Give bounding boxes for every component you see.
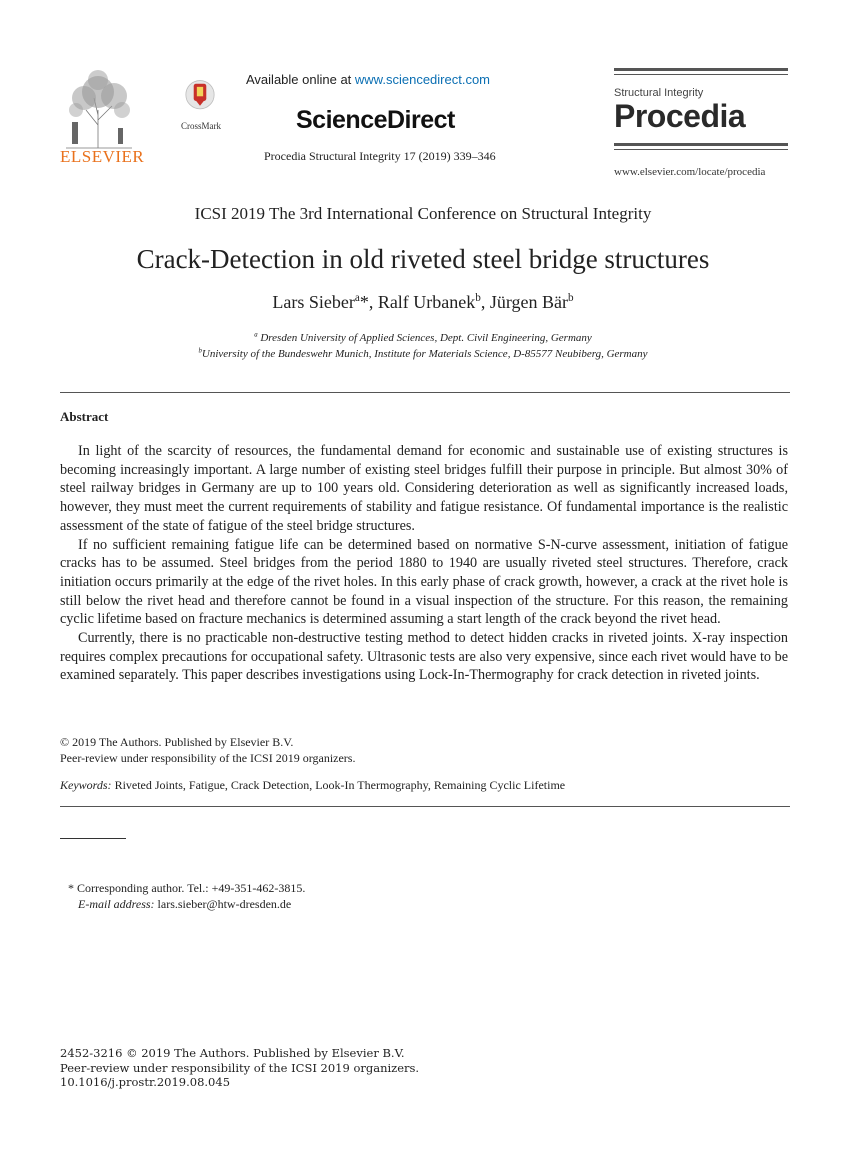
available-prefix: Available online at bbox=[246, 72, 355, 87]
procedia-title: Procedia bbox=[614, 98, 746, 134]
issn-block bbox=[60, 1046, 419, 1090]
affiliation-text: University of the Bundeswehr Munich, Institute for Materials Science, D-85577 Neubiberg, Germany bbox=[201, 348, 648, 360]
author-name: Jürgen Bär bbox=[489, 292, 569, 312]
keywords bbox=[60, 778, 565, 793]
copyright-line: © 2019 The Authors. Published by Elsevier B.V. bbox=[60, 735, 294, 749]
corresponding-author-line: * Corresponding author. Tel.: +49-351-462-3815. bbox=[68, 881, 306, 895]
peer-review-line: Peer-review under responsibility of the ICSI 2019 organizers. bbox=[60, 751, 356, 765]
footnote bbox=[68, 880, 305, 912]
crossmark-icon[interactable] bbox=[172, 79, 228, 123]
abstract-paragraph: In light of the scarcity of resources, the fundamental demand for economic and sustainable use of existing structures is becoming increasingly important. A large number of existing steel bridges fulfill their purpose in principle. But almost 30% of steel railway bridges in Germany are up to 100 years old. Considering deterioration as well as significantly increased loads, however, they must meet the current requirements of stability and fatigue resistance. Of fundamental importance is the realistic assessment of the state of fatigue of the steel bridge structures. bbox=[60, 443, 788, 534]
available-online-line bbox=[246, 72, 490, 87]
paper-title: Crack-Detection in old riveted steel bridge structures bbox=[136, 244, 710, 274]
divider-top bbox=[60, 392, 790, 393]
masthead-rule-bottom-thin bbox=[614, 149, 788, 150]
author-affil-marker: b bbox=[475, 292, 481, 304]
masthead-rule-top bbox=[614, 68, 788, 71]
author-name: Lars Sieber bbox=[272, 292, 355, 312]
issn-line: 2452-3216 © 2019 The Authors. Published by Elsevier B.V. bbox=[60, 1046, 405, 1060]
procedia-masthead bbox=[614, 68, 788, 150]
elsevier-wordmark: ELSEVIER bbox=[60, 147, 145, 166]
email-address[interactable]: lars.sieber@htw-dresden.de bbox=[154, 897, 292, 911]
sciencedirect-logo: ScienceDirect bbox=[296, 106, 455, 134]
affiliation-a bbox=[0, 332, 846, 344]
affil-marker: b bbox=[198, 347, 202, 355]
affil-marker: a bbox=[254, 331, 258, 339]
abstract-heading: Abstract bbox=[60, 409, 109, 424]
author-list: Lars Sieber$^a$*, Ralf Urbanek$^b$, Jürgen Bär$^b$ bbox=[272, 292, 574, 312]
corresponding-marker: * bbox=[359, 292, 369, 312]
conference-name: ICSI 2019 The 3rd International Conference on Structural Integrity bbox=[194, 204, 652, 223]
sciencedirect-link[interactable]: www.sciencedirect.com bbox=[354, 72, 491, 87]
abstract-paragraph: If no sufficient remaining fatigue life can be determined based on normative S-N-curve assessment, initiation of fatigue cracks has to be assumed. Steel bridges from the period 1880 to 1940 are usually riveted steel structures. Therefore, crack initiation occurs primarily at the edge of the rivet holes. In this early phase of crack growth, however, a crack at the rivet hole is still below the rivet head and therefore cannot be found in a visual inspection of the structure. For this reason, the remaining cyclic lifetime based on fracture mechanics is determined assuming a start length of the crack beyond the rivet head. bbox=[60, 536, 788, 628]
elsevier-tree-logo bbox=[58, 70, 140, 150]
peer-review-footer: Peer-review under responsibility of the ICSI 2019 organizers. bbox=[60, 1060, 420, 1075]
journal-citation: Procedia Structural Integrity 17 (2019) 339–346 bbox=[264, 149, 496, 163]
procedia-url[interactable]: www.elsevier.com/locate/procedia bbox=[614, 166, 766, 178]
abstract-body bbox=[60, 442, 788, 685]
affiliation-b bbox=[0, 348, 846, 360]
procedia-subtitle: Structural Integrity bbox=[614, 87, 704, 99]
author-affil-marker: b bbox=[568, 292, 574, 304]
keywords-text: Riveted Joints, Fatigue, Crack Detection, Look-In Thermography, Remaining Cyclic Lifetime bbox=[111, 778, 566, 792]
author-name: Ralf Urbanek bbox=[377, 292, 476, 312]
divider-bottom bbox=[60, 806, 790, 807]
crossmark-label: CrossMark bbox=[181, 121, 221, 131]
keywords-label: Keywords: bbox=[60, 778, 112, 792]
abstract-paragraph: Currently, there is no practicable non-destructive testing method to detect hidden cracks in riveted joints. X-ray inspection requires complex precautions for occupational safety. Ultrasonic tests are also very expensive, since each rivet would have to be examined separately. This paper describes investigations using Lock-In-Thermography for crack detection in riveted joints. bbox=[60, 630, 788, 684]
doi-line[interactable]: 10.1016/j.prostr.2019.08.045 bbox=[60, 1075, 231, 1089]
email-line bbox=[68, 896, 305, 912]
author-affil-marker: a bbox=[354, 292, 360, 304]
affiliation-text: Dresden University of Applied Sciences, Dept. Civil Engineering, Germany bbox=[257, 332, 592, 344]
footnote-rule bbox=[60, 838, 126, 839]
copyright-notice bbox=[60, 734, 355, 766]
email-label: E-mail address: bbox=[78, 897, 155, 911]
masthead-rule-top-thin bbox=[614, 74, 788, 75]
masthead-rule-bottom bbox=[614, 143, 788, 146]
